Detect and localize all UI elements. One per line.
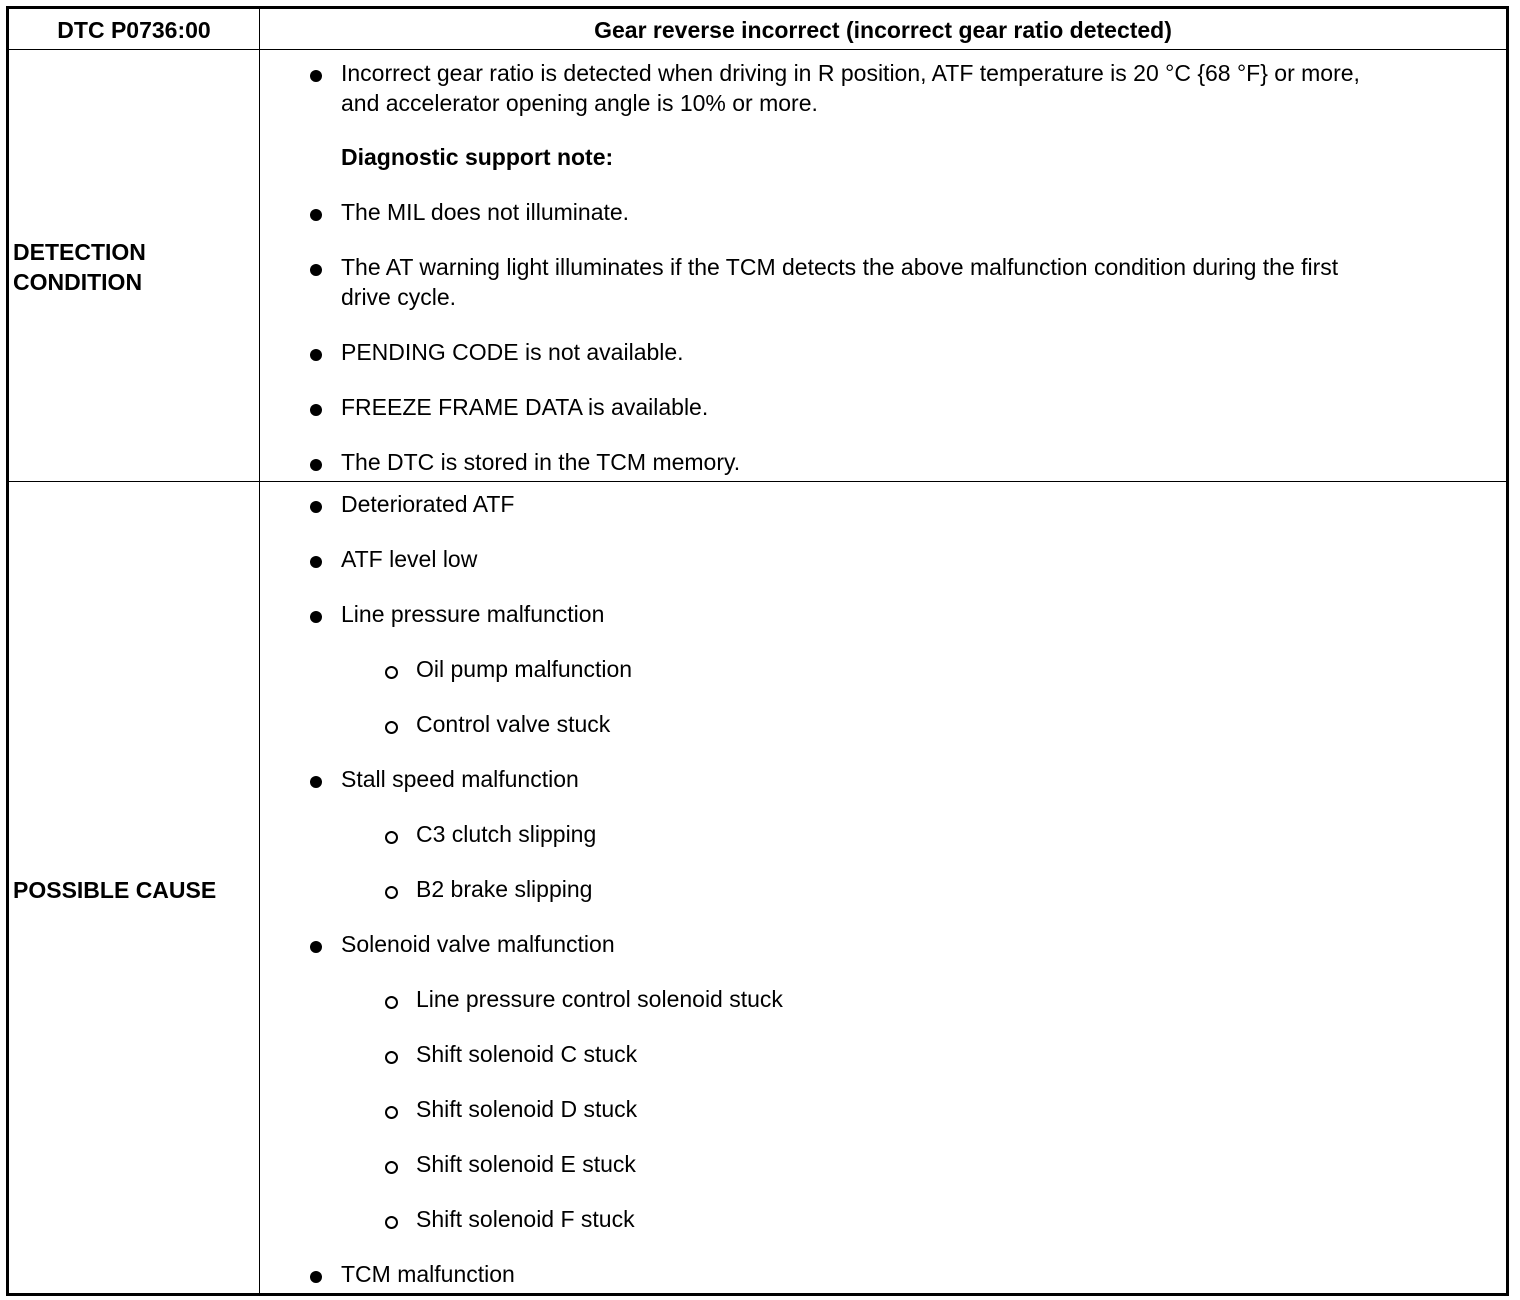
header-divider <box>9 49 1506 50</box>
bullet-icon <box>310 776 322 788</box>
cause-subitem: Shift solenoid C stuck <box>416 1041 638 1067</box>
sub-bullet-icon <box>385 1161 398 1174</box>
cause-subitem: C3 clutch slipping <box>416 821 597 847</box>
detection-item: The AT warning light illuminates if the TCM detects the above malfunction condition during the first <box>341 254 1339 280</box>
sub-bullet-icon <box>385 996 398 1009</box>
sub-bullet-icon <box>385 1106 398 1119</box>
bullet-icon <box>310 209 322 221</box>
cause-subitem: Line pressure control solenoid stuck <box>416 986 783 1012</box>
cause-item: TCM malfunction <box>341 1261 515 1287</box>
detection-item: PENDING CODE is not available. <box>341 339 684 365</box>
cause-subitem: Shift solenoid D stuck <box>416 1096 638 1122</box>
bullet-icon <box>310 611 322 623</box>
cause-subitem: B2 brake slipping <box>416 876 593 902</box>
dtc-table <box>6 6 1509 1296</box>
possible-cause-label: POSSIBLE CAUSE <box>13 877 217 903</box>
dtc-title: Gear reverse incorrect (incorrect gear ratio detected) <box>594 17 1172 43</box>
row-divider <box>9 481 1506 482</box>
bullet-icon <box>310 459 322 471</box>
sub-bullet-icon <box>385 666 398 679</box>
sub-bullet-icon <box>385 721 398 734</box>
bullet-icon <box>310 1271 322 1283</box>
sub-bullet-icon <box>385 1051 398 1064</box>
sub-bullet-icon <box>385 831 398 844</box>
detection-item: drive cycle. <box>341 284 457 310</box>
detection-condition-label-1: DETECTION <box>13 239 146 265</box>
cause-subitem: Shift solenoid F stuck <box>416 1206 635 1232</box>
bullet-icon <box>310 70 322 82</box>
diagnostic-support-note-heading: Diagnostic support note: <box>341 144 614 170</box>
bullet-icon <box>310 349 322 361</box>
dtc-code: DTC P0736:00 <box>57 17 211 43</box>
detection-item: and accelerator opening angle is 10% or more. <box>341 90 818 116</box>
bullet-icon <box>310 941 322 953</box>
cause-item: Deteriorated ATF <box>341 491 515 517</box>
sub-bullet-icon <box>385 1216 398 1229</box>
bullet-icon <box>310 404 322 416</box>
cause-item: Line pressure malfunction <box>341 601 605 627</box>
bullet-icon <box>310 556 322 568</box>
detection-item: Incorrect gear ratio is detected when driving in R position, ATF temperature is 20 °C {68 °F} or more, <box>341 60 1360 86</box>
cause-item: Solenoid valve malfunction <box>341 931 615 957</box>
column-divider <box>259 9 260 1293</box>
detection-condition-label-2: CONDITION <box>13 269 143 295</box>
detection-item: FREEZE FRAME DATA is available. <box>341 394 709 420</box>
cause-subitem: Control valve stuck <box>416 711 611 737</box>
cause-subitem: Oil pump malfunction <box>416 656 633 682</box>
detection-item: The DTC is stored in the TCM memory. <box>341 449 741 475</box>
cause-item: Stall speed malfunction <box>341 766 579 792</box>
bullet-icon <box>310 501 322 513</box>
sub-bullet-icon <box>385 886 398 899</box>
bullet-icon <box>310 264 322 276</box>
cause-subitem: Shift solenoid E stuck <box>416 1151 636 1177</box>
cause-item: ATF level low <box>341 546 478 572</box>
detection-item: The MIL does not illuminate. <box>341 199 630 225</box>
